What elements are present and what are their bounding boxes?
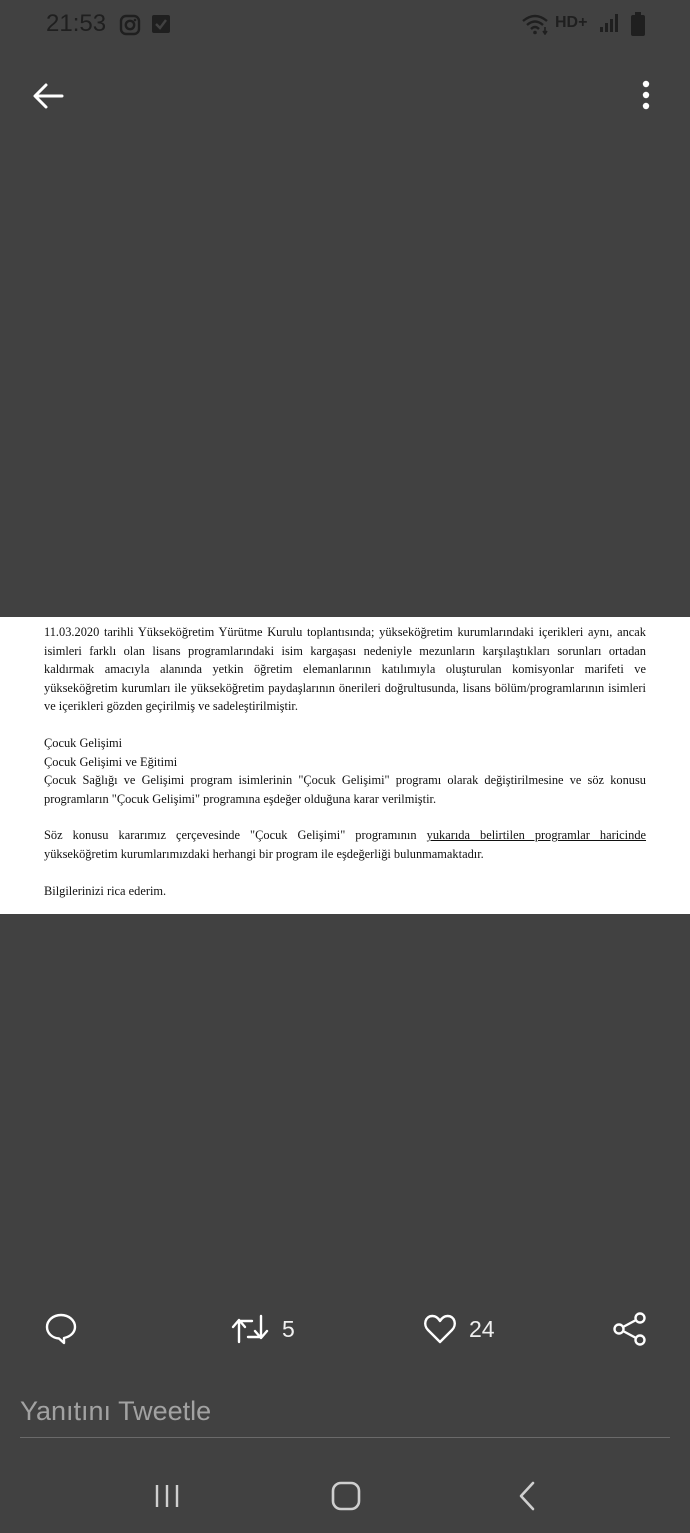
share-icon bbox=[612, 1311, 648, 1347]
like-button[interactable] bbox=[423, 1306, 495, 1352]
more-options-button[interactable] bbox=[632, 78, 660, 114]
like-count: 24 bbox=[469, 1315, 495, 1342]
heart-icon bbox=[423, 1312, 457, 1346]
status-time: 21:53 bbox=[46, 10, 107, 37]
instagram-icon bbox=[119, 14, 141, 40]
reply-input[interactable] bbox=[20, 1385, 670, 1438]
home-button[interactable] bbox=[322, 1474, 370, 1518]
status-bar bbox=[0, 0, 690, 50]
system-navigation-bar bbox=[0, 1460, 690, 1533]
doc-paragraph-1: 11.03.2020 tarihli Yükseköğretim Yürütme Kurulu toplantısında; yükseköğretim kurumlarındaki içerikleri aynı, ancak isimleri farklı olan lisans programlarındaki isim kargaşası nedeniyle mezunların karşılaştıkları sorunları ortadan kaldırmak amacıyla alanında yetkin öğretim elemanlarının katılımıyla oluşturulan komisyonlar marifeti ve yükseköğretim kurumları ile yükseköğretim paydaşlarının önerileri doğrultusunda, lisans bölüm/programlarının isimleri ve içerikleri gözden geçirilmiş ve sadeleştirilmiştir. bbox=[44, 625, 646, 714]
back-button[interactable] bbox=[30, 78, 66, 114]
retweet-count: 5 bbox=[282, 1315, 295, 1342]
battery-icon bbox=[630, 11, 646, 41]
doc-paragraph-2: Çocuk Sağlığı ve Gelişimi program isimlerinin "Çocuk Gelişimi" programı olarak değiştirilmesine ve söz konusu programların "Çocuk Gelişimi" programına eşdeğer olduğuna karar verilmiştir. bbox=[44, 773, 646, 806]
checkbox-notification-icon bbox=[151, 14, 171, 38]
doc-closing: Bilgilerinizi rica ederim. bbox=[44, 883, 167, 898]
tweet-actions bbox=[0, 1306, 690, 1356]
nav-back-button[interactable] bbox=[503, 1474, 551, 1518]
more-vertical-icon bbox=[632, 78, 660, 114]
doc-paragraph-3-end: yükseköğretim kurumlarımızdaki herhangi bir program ile eşdeğerliği bulunmamaktadır. bbox=[44, 846, 484, 861]
wifi-icon bbox=[521, 13, 551, 39]
recent-apps-button[interactable] bbox=[143, 1474, 191, 1518]
retweet-button[interactable] bbox=[230, 1306, 295, 1352]
doc-paragraph-3 bbox=[44, 826, 646, 863]
back-icon bbox=[513, 1480, 541, 1512]
comment-icon bbox=[44, 1312, 78, 1346]
arrow-left-icon bbox=[30, 78, 66, 114]
retweet-icon bbox=[230, 1312, 270, 1346]
recent-apps-icon bbox=[153, 1482, 181, 1510]
network-label: HD+ bbox=[555, 14, 588, 31]
signal-icon bbox=[598, 12, 620, 38]
doc-paragraph-3-start: Söz konusu kararımız çerçevesinde "Çocuk Gelişimi" programının bbox=[44, 828, 427, 843]
reply-button[interactable] bbox=[44, 1306, 78, 1352]
doc-line-2: Çocuk Gelişimi ve Eğitimi bbox=[44, 754, 178, 769]
doc-line-1: Çocuk Gelişimi bbox=[44, 735, 123, 750]
document-image[interactable] bbox=[0, 617, 690, 914]
home-icon bbox=[330, 1480, 362, 1512]
share-button[interactable] bbox=[612, 1306, 648, 1352]
doc-paragraph-3-underlined: yukarıda belirtilen programlar haricinde bbox=[426, 828, 647, 843]
